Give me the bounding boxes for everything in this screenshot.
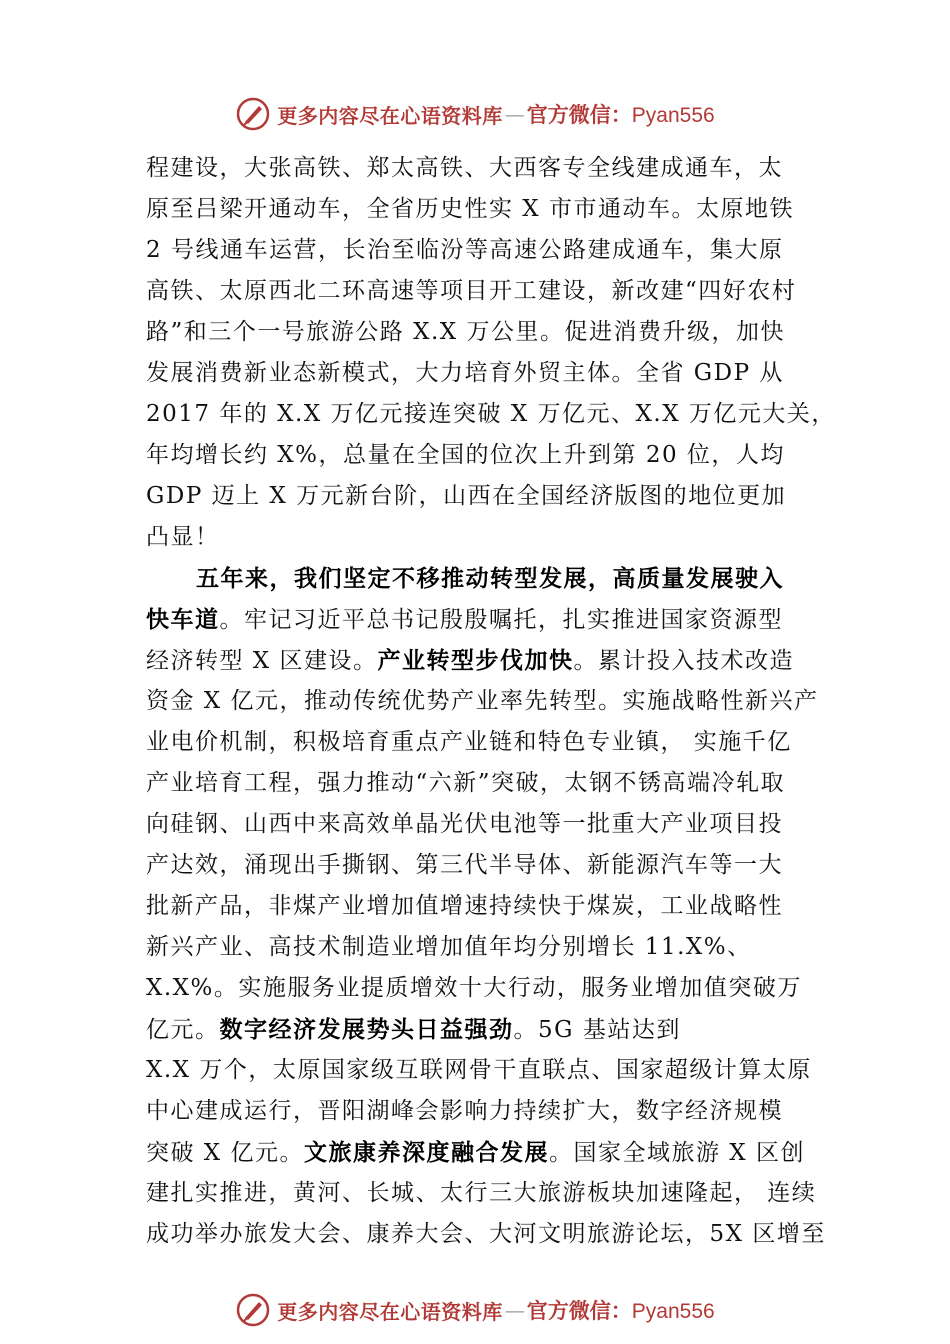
document-body (146, 148, 836, 1255)
text-segment: 。国家全域旅游 X 区创 (549, 1140, 805, 1166)
text-segment: 经济转型 X 区建设。 (146, 648, 378, 674)
text-line (146, 968, 826, 1009)
text-segment: GDP 迈上 X 万元新台阶，山西在全国经济版图的地位更加 (146, 483, 787, 509)
text-line (146, 1173, 826, 1214)
text-segment: 批新产品，非煤产业增加值增速持续快于煤炭，工业战略性 (146, 893, 783, 919)
text-segment: 原至吕梁开通动车，全省历史性实 X 市市通动车。太原地铁 (146, 196, 794, 222)
text-line (146, 1091, 826, 1132)
text-segment: 。5G 基站达到 (513, 1017, 681, 1043)
text-line (146, 722, 826, 763)
text-line (146, 886, 826, 927)
text-line (146, 271, 826, 312)
watermark-label: 官方微信： (526, 1298, 632, 1323)
text-line (146, 1214, 826, 1255)
text-line (146, 353, 826, 394)
bold-heading-segment: 数字经济发展势头日益强劲 (219, 1016, 514, 1043)
text-line (146, 804, 826, 845)
text-segment: 。累计投入技术改造 (573, 648, 794, 674)
text-segment: 建扎实推进，黄河、长城、太行三大旅游板块加速隆起， 连续 (146, 1180, 817, 1206)
text-segment: 2017 年的 X.X 万亿元接连突破 X 万亿元、X.X 万亿元大关， (146, 401, 836, 427)
text-line (146, 1132, 826, 1173)
text-line (146, 230, 826, 271)
bold-heading-segment: 文旅康养深度融合发展 (304, 1139, 549, 1166)
watermark-separator: — (504, 1298, 525, 1322)
text-segment: X.X%。实施服务业提质增效十大行动，服务业增加值突破万 (146, 975, 802, 1001)
watermark-label: 官方微信： (526, 102, 632, 127)
text-segment: 发展消费新业态新模式，大力培育外贸主体。全省 GDP 从 (146, 360, 784, 386)
text-segment: 向硅钢、山西中来高效单晶光伏电池等一批重大产业项目投 (146, 811, 783, 837)
text-segment: 。牢记习近平总书记殷殷嘱托，扎实推进国家资源型 (219, 607, 783, 633)
watermark-separator: — (504, 102, 525, 126)
text-line (146, 927, 826, 968)
text-line (146, 435, 826, 476)
bold-heading-segment: 产业转型步伐加快 (377, 647, 574, 674)
watermark-id: Pyan556 (631, 104, 715, 127)
text-line (146, 476, 826, 517)
text-segment: 成功举办旅发大会、康养大会、大河文明旅游论坛，5X 区增至 (146, 1221, 826, 1247)
text-line (146, 517, 826, 558)
watermark-text: 更多内容尽在心语资料库 (277, 1299, 503, 1324)
text-segment: 2 号线通车运营，长治至临汾等高速公路建成通车，集大原 (146, 237, 784, 263)
bold-heading-segment: 快车道 (146, 606, 220, 633)
text-segment: 亿元。 (146, 1017, 220, 1043)
text-line (146, 1050, 826, 1091)
text-segment: 资金 X 亿元，推动传统优势产业率先转型。实施战略性新兴产 (146, 688, 819, 714)
text-segment: 突破 X 亿元。 (146, 1140, 304, 1166)
text-segment: 新兴产业、高技术制造业增加值年均分别增长 11.X%、 (146, 934, 752, 960)
text-line (146, 599, 826, 640)
text-segment: 程建设，大张高铁、郑太高铁、大西客专全线建成通车，太 (146, 155, 783, 181)
text-line (146, 312, 826, 353)
text-segment: 产业培育工程，强力推动“六新”突破，太钢不锈高端冷轧取 (146, 770, 786, 796)
text-segment: 业电价机制，积极培育重点产业链和特色专业镇， 实施千亿 (146, 729, 792, 755)
quill-logo-icon (235, 1292, 271, 1328)
text-line (146, 189, 826, 230)
text-segment: 高铁、太原西北二环高速等项目开工建设，新改建“四好农村 (146, 278, 797, 304)
text-line (146, 681, 826, 722)
text-line (146, 763, 826, 804)
text-line (146, 845, 826, 886)
bold-heading-segment: 五年来，我们坚定不移推动转型发展，高质量发展驶入 (196, 565, 784, 592)
text-line (146, 558, 826, 599)
text-line (146, 394, 836, 435)
watermark-text: 更多内容尽在心语资料库 (277, 103, 503, 128)
watermark-handle (527, 1295, 715, 1325)
text-segment: 年均增长约 X%，总量在全国的位次上升到第 20 位，人均 (146, 442, 785, 468)
footer-watermark (0, 1290, 950, 1330)
text-line (146, 1009, 826, 1050)
watermark-id: Pyan556 (631, 1300, 715, 1323)
text-line (146, 148, 826, 189)
watermark-handle (527, 99, 715, 129)
text-segment: 路”和三个一号旅游公路 X.X 万公里。促进消费升级，加快 (146, 319, 785, 345)
header-watermark (0, 94, 950, 134)
text-line (146, 640, 826, 681)
text-segment: 产达效，涌现出手撕钢、第三代半导体、新能源汽车等一大 (146, 852, 783, 878)
text-segment: X.X 万个，太原国家级互联网骨干直联点、国家超级计算太原 (146, 1057, 812, 1083)
text-segment: 凸显！ (146, 524, 220, 550)
text-segment: 中心建成运行，晋阳湖峰会影响力持续扩大，数字经济规模 (146, 1098, 783, 1124)
quill-logo-icon (235, 96, 271, 132)
